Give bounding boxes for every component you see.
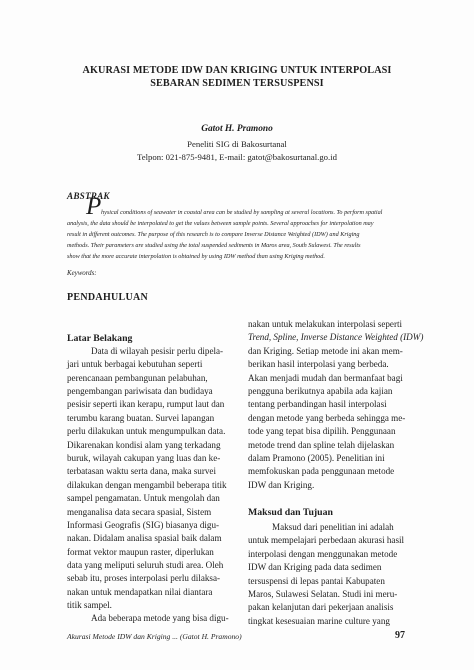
abstract-line: analysis, the data should be interpolated to get the values between sample points. Several approaches for interpolation may bbox=[67, 220, 374, 227]
body-line: dalam Pramono (2005). Penelitian ini bbox=[248, 453, 385, 463]
body-line: dilakukan dengan mengambil beberapa titik bbox=[67, 480, 227, 490]
body-line: Trend, Spline, Inverse Distance Weighted (IDW) bbox=[248, 332, 424, 342]
body-line: Akan menjadi mudah dan bermanfaat bagi bbox=[248, 373, 403, 383]
body-line: terumbu karang buatan. Survei lapangan bbox=[67, 413, 215, 423]
author-contact: Telpon: 021-875-9481, E-mail: gatot@bakosurtanal.go.id bbox=[137, 152, 337, 162]
body-line: IDW dan Kriging. bbox=[248, 480, 315, 490]
abstract-line: methods. Their parameters are studied using the total suspended sediments in Maros area, South Sulawesi. The results bbox=[67, 242, 361, 249]
body-line: Data di wilayah pesisir perlu dipela- bbox=[91, 346, 224, 356]
body-line: dan Kriging. Setiap metode ini akan mem- bbox=[248, 346, 403, 356]
body-line: nakan untuk mendapatkan nilai diantara bbox=[67, 587, 213, 597]
abstract-line: result in different outcomes. The purpose of this research is to compare Inverse Distance Weighted (IDW) and Kriging bbox=[67, 231, 360, 238]
body-line: data yang meliputi seluruh studi area. Oleh bbox=[67, 560, 224, 570]
body-line: metode trend dan spline telah dijelaskan bbox=[248, 440, 395, 450]
subsection-heading-latar-belakang: Latar Belakang bbox=[67, 333, 133, 344]
body-line: titik sampel. bbox=[67, 600, 112, 610]
body-line: sampel pengamatan. Untuk mengolah dan bbox=[67, 493, 220, 503]
author-affiliation: Peneliti SIG di Bakosurtanal bbox=[187, 139, 287, 149]
subsection-heading-maksud-tujuan: Maksud dan Tujuan bbox=[248, 507, 333, 518]
section-heading: PENDAHULUAN bbox=[67, 292, 149, 303]
body-line: pesisir seperti ikan kerapu, rumput laut dan bbox=[67, 399, 225, 409]
body-line: Maros, Sulawesi Selatan. Studi ini meru- bbox=[248, 589, 398, 599]
body-line: tode yang tepat bisa dipilih. Penggunaan bbox=[248, 426, 396, 436]
body-line: tersuspensi di lepas pantai Kabupaten bbox=[248, 576, 385, 586]
body-line: memfokuskan pada penggunaan metode bbox=[248, 466, 395, 476]
body-line: sebab itu, proses interpolasi perlu dilaksa- bbox=[67, 573, 221, 583]
title-line-2: SEBARAN SEDIMEN TERSUSPENSI bbox=[150, 78, 324, 89]
abstract-heading: ABSTRAK bbox=[67, 191, 110, 201]
body-line: nakan untuk melakukan interpolasi seperti bbox=[248, 319, 403, 329]
body-line: perencanaan pembangunan pelabuhan, bbox=[67, 373, 208, 383]
paper-title bbox=[40, 64, 434, 90]
body-line: interpolasi dengan menggunakan metode bbox=[248, 549, 398, 559]
body-line: dengan metode yang berbeda sehingga me- bbox=[248, 413, 406, 423]
title-line-1: AKURASI METODE IDW DAN KRIGING UNTUK INTERPOLASI bbox=[82, 65, 392, 76]
body-line: IDW dan Kriging pada data sedimen bbox=[248, 562, 382, 572]
body-line: untuk mempelajari perbedaan akurasi hasil bbox=[248, 535, 405, 545]
body-line: menganalisa data secara spasial, Sistem bbox=[67, 507, 212, 517]
abstract-line: hysical conditions of seawater in coastal area can be studied by sampling at several locations. To perform spatial bbox=[101, 209, 383, 216]
body-line: tentang perbandingan hasil interpolasi bbox=[248, 399, 387, 409]
body-line: format vektor maupun raster, diperlukan bbox=[67, 547, 214, 557]
author-name: Gatot H. Pramono bbox=[201, 124, 273, 134]
body-line: buruk, wilayah cakupan yang luas dan ke- bbox=[67, 453, 221, 463]
body-line: Ada beberapa metode yang bisa digu- bbox=[91, 613, 229, 623]
body-line: nakan. Didalam analisa spasial baik dalam bbox=[67, 533, 222, 543]
body-line: pengembangan pariwisata dan budidaya bbox=[67, 386, 213, 396]
body-line: Informasi Geografis (SIG) biasanya digu- bbox=[67, 520, 220, 530]
body-line: jari untuk berbagai kebutuhan seperti bbox=[67, 359, 203, 369]
running-footer: Akurasi Metode IDW dan Kriging ... (Gatot H. Pramono) bbox=[67, 632, 242, 641]
body-line: Dikarenakan kondisi alam yang terkadang bbox=[67, 440, 221, 450]
abstract-line: show that the more accurate interpolation is obtained by using IDW method than using Kriging method. bbox=[67, 253, 325, 260]
body-line: berikan hasil interpolasi yang berbeda. bbox=[248, 359, 389, 369]
body-line: tingkat kesesuaian marine culture yang bbox=[248, 616, 390, 626]
body-line: pengguna berikutnya apabila ada kajian bbox=[248, 386, 393, 396]
body-line: Maksud dari penelitian ini adalah bbox=[272, 522, 394, 532]
page-number: 97 bbox=[395, 630, 405, 641]
keywords-label: Keywords: bbox=[67, 270, 97, 277]
body-line: terbatasan waktu serta dana, maka survei bbox=[67, 466, 216, 476]
body-line: perlu dilakukan untuk mengumpulkan data. bbox=[67, 426, 226, 436]
body-line: pakan kelanjutan dari pekerjaan analisis bbox=[248, 602, 394, 612]
abstract-dropcap: P bbox=[86, 193, 102, 220]
